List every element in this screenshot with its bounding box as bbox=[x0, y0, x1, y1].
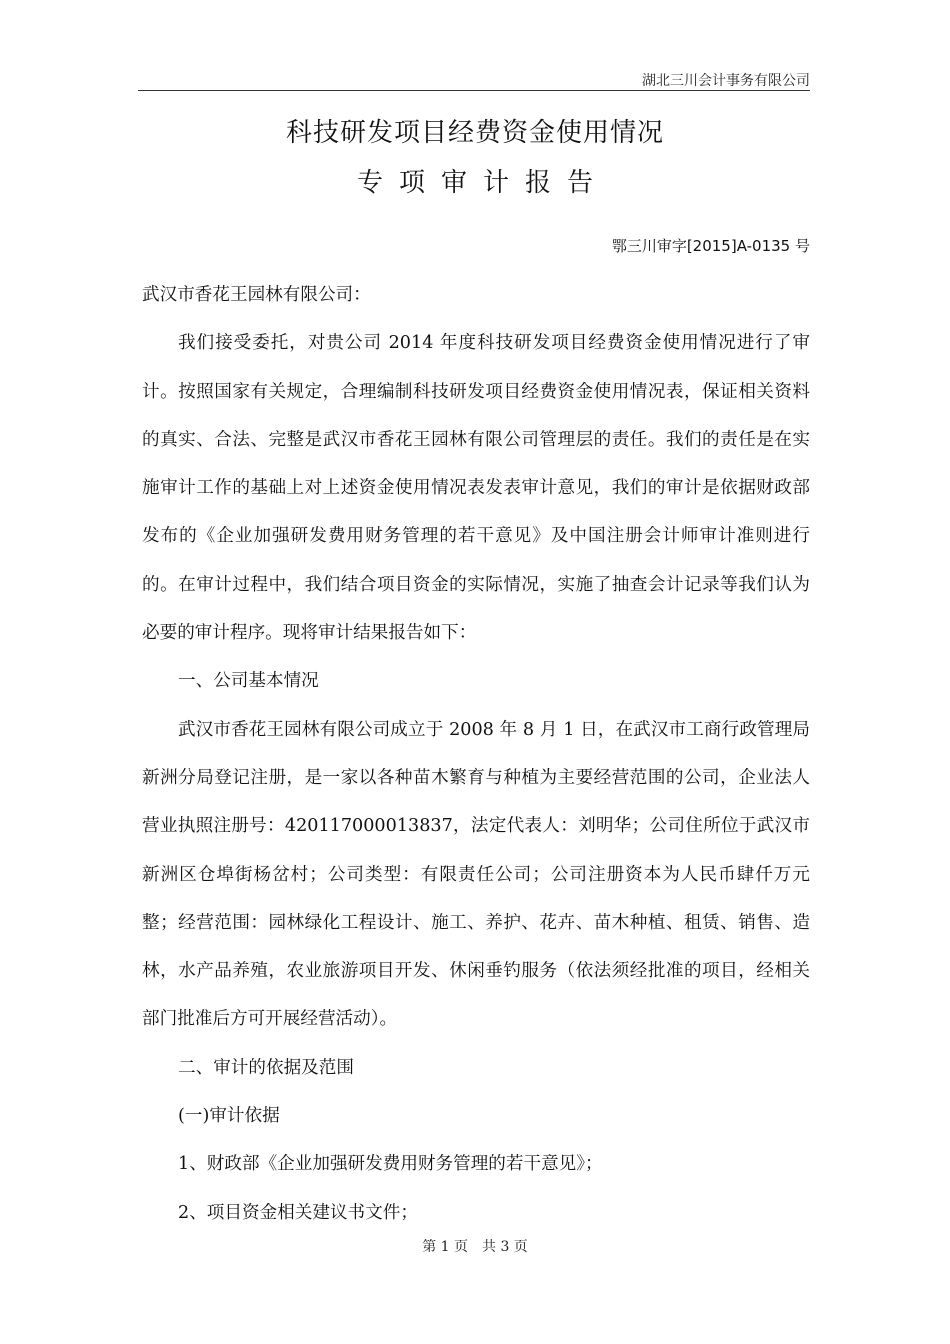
header-divider bbox=[138, 90, 810, 91]
document-number: 鄂三川审字[2015]A-0135 号 bbox=[611, 237, 810, 255]
page-number: 第 1 页 bbox=[422, 1239, 468, 1255]
list-item: 2、项目资金相关建议书文件； bbox=[178, 1202, 418, 1223]
page-total: 共 3 页 bbox=[482, 1239, 528, 1255]
firm-header: 湖北三川会计事务有限公司 bbox=[642, 73, 810, 89]
section1-heading: 一、公司基本情况 bbox=[178, 671, 319, 692]
list-item: 1、财政部《企业加强研发费用财务管理的若干意见》； bbox=[178, 1154, 603, 1175]
subsection1-heading: (一)审计依据 bbox=[178, 1106, 280, 1127]
intro-paragraph: 我们接受委托，对贵公司 2014 年度科技研发项目经费资金使用情况进行了审计。按照国家有关规定，合理编制科技研发项目经费资金使用情况表，保证相关资料的真实、合法、完整是武汉市香花王园林有限公司管理层的责任。我们的责任是在实施审计工作的基础上对上述资金使用情况表发表审计意见，我们的审计是依据财政部发布的《企业加强研发费用财务管理的若干意见》及中国注册会计师审计准则进行的。在审计过程中，我们结合项目资金的实际情况，实施了抽查会计记录等我们认为必要的审计程序。现将审计结果报告如下： bbox=[142, 333, 810, 644]
report-body bbox=[142, 271, 810, 1237]
section1-paragraph: 武汉市香花王园林有限公司成立于 2008 年 8 月 1 日，在武汉市工商行政管理局新洲分局登记注册，是一家以各种苗木繁育与种植为主要经营范围的公司，企业法人营业执照注册号：420117000013837，法定代表人：刘明华；公司住所位于武汉市新洲区仓埠街杨岔村；公司类型：有限责任公司；公司注册资本为人民币肆仟万元整；经营范围：园林绿化工程设计、施工、养护、花卉、苗木种植、租赁、销售、造林，水产品养殖，农业旅游项目开发、休闲垂钓服务（依法须经批准的项目，经相关部门批准后方可开展经营活动）。 bbox=[142, 719, 810, 1030]
report-subtitle: 专项审计报告 bbox=[356, 168, 609, 198]
section2-heading: 二、审计的依据及范围 bbox=[178, 1057, 354, 1078]
report-title: 科技研发项目经费资金使用情况 bbox=[285, 118, 664, 148]
page-footer bbox=[0, 1236, 950, 1256]
salutation: 武汉市香花王园林有限公司： bbox=[142, 285, 371, 305]
